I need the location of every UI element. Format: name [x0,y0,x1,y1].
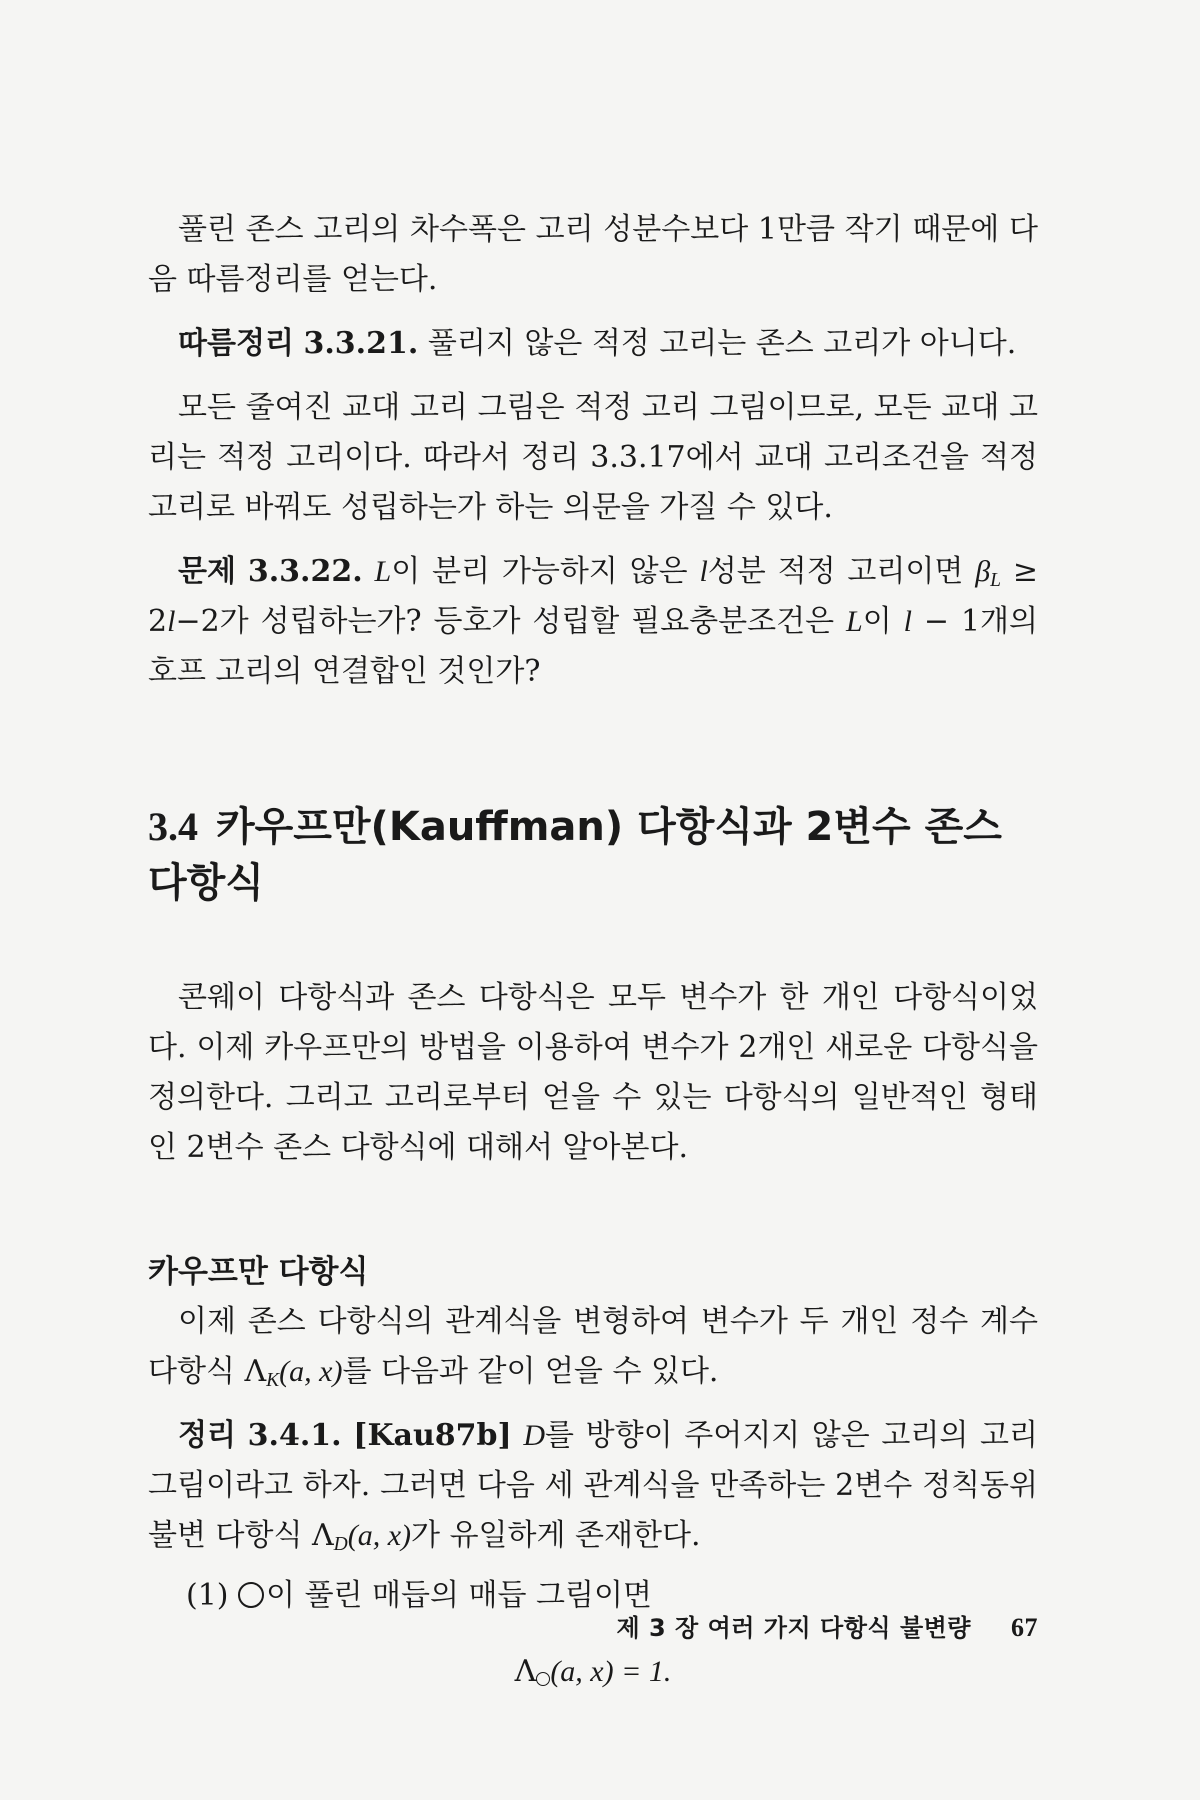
theorem-reference: [Kau87b] [353,1418,512,1453]
problem-text: ≥ 2 [148,554,1038,639]
corollary-text: 풀리지 않은 적정 고리는 존스 고리가 아니다. [427,326,1017,361]
page-body [148,205,1038,1697]
theorem-text: 를 방향이 주어지지 않은 고리의 고리 그림이라고 하자. 그러면 다음 세 관계식을 만족하는 2변수 정칙동위 불변 다항식 [148,1418,1038,1553]
paragraph-text: 를 다음과 같이 얻을 수 있다. [342,1354,719,1389]
paragraph-text: 이제 존스 다항식의 관계식을 변형하여 변수가 두 개인 정수 계수 다항식 [148,1304,1038,1389]
list-item-text: 이 풀린 매듭의 매듭 그림이면 [266,1578,652,1613]
display-equation [148,1647,1038,1697]
math-subscript: K [266,1369,280,1391]
subsection-heading: 카우프만 다항식 [148,1254,369,1290]
problem [148,547,1038,697]
theorem-number: 3.4.1. [247,1418,342,1453]
paragraph: 모든 줄여진 교대 고리 그림은 적정 고리 그림이므로, 모든 교대 고리는 적정 고리이다. 따라서 정리 3.3.17에서 교대 고리조건을 적정 고리로 바꿔도 성립하는가 하는 의문을 가질 수 있다. [148,390,1038,525]
problem-text: −2가 성립하는가? 등호가 성립할 필요충분조건은 [175,604,846,639]
corollary-label: 따름정리 [178,326,294,361]
math-var: L [374,555,392,588]
section-heading [148,799,1038,911]
math-var: L [846,605,863,638]
math-var: β [975,555,991,588]
page-number: 67 [1011,1613,1038,1642]
problem-label: 문제 [178,554,236,589]
math-var: l [903,605,912,638]
problem-text: 이 [862,604,904,639]
section-title: 카우프만(Kauffman) 다항식과 2변수 존스 다항식 [148,804,1002,906]
math-lambda: Λ [311,1518,334,1553]
list-item-label: (1) [186,1578,229,1613]
math-args: (a, x) [279,1355,343,1388]
paragraph: 풀린 존스 고리의 차수폭은 고리 성분수보다 1만큼 작기 때문에 다음 따름정리를 얻는다. [148,212,1038,297]
problem-number: 3.3.22. [247,554,363,589]
page-footer [616,1608,1038,1643]
theorem-label: 정리 [178,1418,236,1453]
chapter-title: 제 3 장 여러 가지 다항식 불변량 [616,1614,971,1642]
math-subscript: D [333,1533,348,1555]
problem-text: − 1개의 호프 고리의 연결합인 것인가? [148,604,1038,689]
section-number: 3.4 [148,804,198,849]
unknot-subscript-circle-icon [536,1672,550,1686]
math-lambda: Λ [514,1654,537,1689]
theorem-text: 가 유일하게 존재한다. [411,1518,701,1553]
paragraph [148,1297,1038,1397]
unknot-circle-icon [238,1582,264,1608]
math-args: (a, x) [347,1519,412,1552]
corollary-number: 3.3.21. [303,326,419,361]
math-lambda: Λ [244,1354,267,1389]
math-var: l [167,605,176,638]
theorem [148,1411,1038,1561]
math-subscript: L [990,569,1001,591]
problem-text: 이 분리 가능하지 않은 [391,554,700,589]
corollary [148,319,1038,369]
equation-text: (a, x) = 1. [550,1655,672,1688]
math-var: D [523,1419,546,1452]
math-var: l [699,555,708,588]
problem-text: 성분 적정 고리이면 [707,554,976,589]
paragraph: 콘웨이 다항식과 존스 다항식은 모두 변수가 한 개인 다항식이었다. 이제 카우프만의 방법을 이용하여 변수가 2개인 새로운 다항식을 정의한다. 그리고 고리로부터 얻을 수 있는 다항식의 일반적인 형태인 2변수 존스 다항식에 대해서 알아본다. [148,980,1038,1165]
